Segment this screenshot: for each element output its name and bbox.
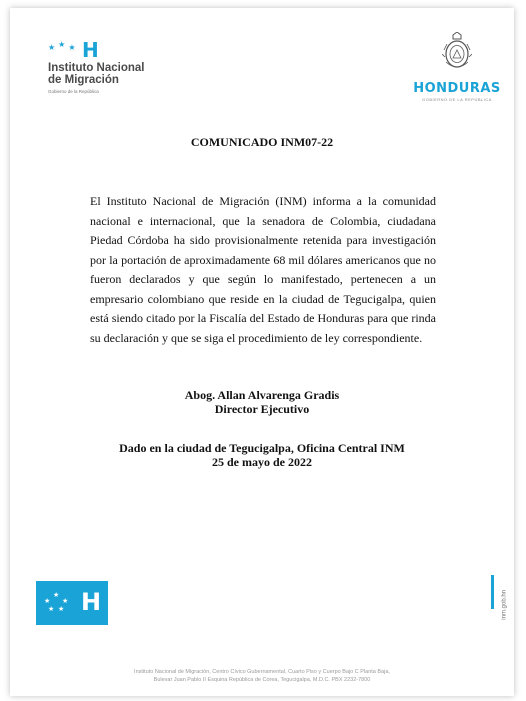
inm-name: Instituto Nacional de Migración [48, 62, 145, 86]
coat-of-arms-icon [442, 32, 472, 74]
document-title: COMUNICADO INM07-22 [190, 135, 334, 149]
stars-icon: ★ ★ ★ [48, 40, 76, 52]
inm-logo [48, 38, 188, 98]
website-url: inm.gob.hn [502, 590, 508, 620]
document-page [10, 8, 514, 696]
signature-block [10, 388, 514, 416]
h-logo-icon: H [82, 38, 99, 62]
side-accent-bar [491, 575, 494, 609]
signer-title: Director Ejecutivo [214, 402, 310, 416]
inm-subtitle: Gobierno de la República [48, 89, 99, 94]
signer-name: Abog. Allan Alvarenga Gradis [184, 388, 340, 402]
given-place: Dado en la ciudad de Tegucigalpa, Oficina Central INM [119, 441, 405, 455]
h-logo-icon: H [81, 588, 102, 616]
given-date: 25 de mayo de 2022 [212, 455, 312, 469]
honduras-logo [412, 32, 502, 112]
document-body: El Instituto Nacional de Migración (INM) informa a la comunidad nacional e internacional, que la senadora de Colombia, ciudadana Piedad Córdoba ha sido provisionalmente retenida para investigación por la portación de aproximadamente 68 mil dólares americanos que no fueron declarados y que según lo manifestado, pertenecen a un empresario colombiano que reside en la ciudad de Tegucigalpa, quien está siendo citado por la Fiscalía del Estado de Honduras para que rinda su declaración y que se siga el procedimiento de ley correspondiente. [90, 194, 436, 345]
footer-address: Instituto Nacional de Migración, Centro Cívico Gubernamental, Cuarto Piso y Cuerpo Bajo C Planta Baja, Bulevar Juan Pablo II Esquina República de Corea, Tegucigalpa, M.D.C. PBX 2232-7800 [134, 669, 390, 683]
honduras-wordmark: HONDURAS [413, 81, 501, 96]
honduras-subtitle: GOBIERNO DE LA REPÚBLICA [422, 97, 492, 102]
footer-brand-block: ★ ★ ★ ★ ★ H [36, 581, 108, 625]
given-at-block [10, 441, 514, 469]
